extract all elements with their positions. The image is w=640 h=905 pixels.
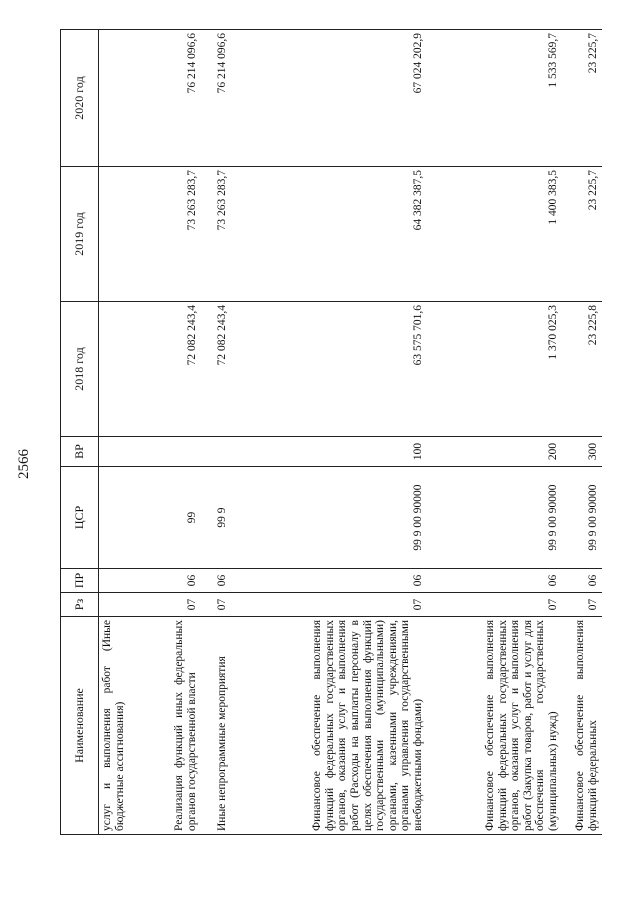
- row-rz: 07: [231, 593, 427, 617]
- row-name: Иные непрограммные мероприятия: [201, 617, 231, 835]
- row-2020: 1 533 569,7: [427, 30, 562, 167]
- row-name: Финансовое обеспечение выполнения функций федеральных государственных органов, оказания услуг и выполнения работ (Закупка товаров, работ и услуг для обеспечения государственных (муниципальных) нужд): [427, 617, 562, 835]
- header-name: Наименование: [61, 617, 99, 835]
- table-header-row: [61, 30, 99, 835]
- row-rz: 07: [201, 593, 231, 617]
- row-csr: 99 9 00 90000: [231, 467, 427, 569]
- row-csr: 99: [143, 467, 201, 569]
- row-2020: [99, 30, 143, 167]
- row-2020: 76 214 096,6: [143, 30, 201, 167]
- row-2018: 72 082 243,4: [201, 302, 231, 437]
- table-row: [201, 30, 231, 835]
- row-pr: 06: [427, 569, 562, 593]
- row-2019: [99, 167, 143, 302]
- row-csr: 99 9: [201, 467, 231, 569]
- header-2020: 2020 год: [61, 30, 99, 167]
- row-2019: 64 382 387,5: [231, 167, 427, 302]
- header-rz: Рз: [61, 593, 99, 617]
- row-2019: 23 225,7: [562, 167, 602, 302]
- header-pr: ПР: [61, 569, 99, 593]
- header-csr: ЦСР: [61, 467, 99, 569]
- row-pr: 06: [562, 569, 602, 593]
- row-csr: 99 9 00 90000: [427, 467, 562, 569]
- row-csr: 99 9 00 90000: [562, 467, 602, 569]
- row-pr: 06: [143, 569, 201, 593]
- page-number: 2566: [16, 449, 32, 479]
- table-row: [231, 30, 427, 835]
- table-row: [562, 30, 602, 835]
- row-pr: 06: [201, 569, 231, 593]
- row-2019: 73 263 283,7: [201, 167, 231, 302]
- header-vr: ВР: [61, 437, 99, 467]
- row-pr: [99, 569, 143, 593]
- row-csr: [99, 467, 143, 569]
- row-name: Финансовое обеспечение выполнения функций федеральных: [562, 617, 602, 835]
- row-2018: 23 225,8: [562, 302, 602, 437]
- row-name: услуг и выполнения работ (Иные бюджетные ассигнования): [99, 617, 143, 835]
- row-vr: [201, 437, 231, 467]
- row-vr: 100: [231, 437, 427, 467]
- row-pr: 06: [231, 569, 427, 593]
- row-rz: [99, 593, 143, 617]
- row-name: Реализация функций иных федеральных органов государственной власти: [143, 617, 201, 835]
- row-name: Финансовое обеспечение выполнения функций федеральных государственных органов, оказания услуг и выполнения работ (Расходы на выплаты персоналу в целях обеспечения выполнения функций государственными (муниципальными) органами, казенными учреждениями, органами управления государственными внебюджетными фондами): [231, 617, 427, 835]
- row-2020: 67 024 202,9: [231, 30, 427, 167]
- budget-table: [60, 29, 602, 835]
- row-rz: 07: [562, 593, 602, 617]
- row-2020: 23 225,7: [562, 30, 602, 167]
- header-2018: 2018 год: [61, 302, 99, 437]
- row-vr: 300: [562, 437, 602, 467]
- table-row: [427, 30, 562, 835]
- row-2018: 72 082 243,4: [143, 302, 201, 437]
- row-2020: 76 214 096,6: [201, 30, 231, 167]
- row-2019: 73 263 283,7: [143, 167, 201, 302]
- row-rz: 07: [427, 593, 562, 617]
- row-2019: 1 400 383,5: [427, 167, 562, 302]
- row-vr: [99, 437, 143, 467]
- row-2018: 63 575 701,6: [231, 302, 427, 437]
- row-2018: 1 370 025,3: [427, 302, 562, 437]
- table-row: [143, 30, 201, 835]
- row-2018: [99, 302, 143, 437]
- row-vr: [143, 437, 201, 467]
- row-vr: 200: [427, 437, 562, 467]
- header-2019: 2019 год: [61, 167, 99, 302]
- row-rz: 07: [143, 593, 201, 617]
- table-row: [99, 30, 143, 835]
